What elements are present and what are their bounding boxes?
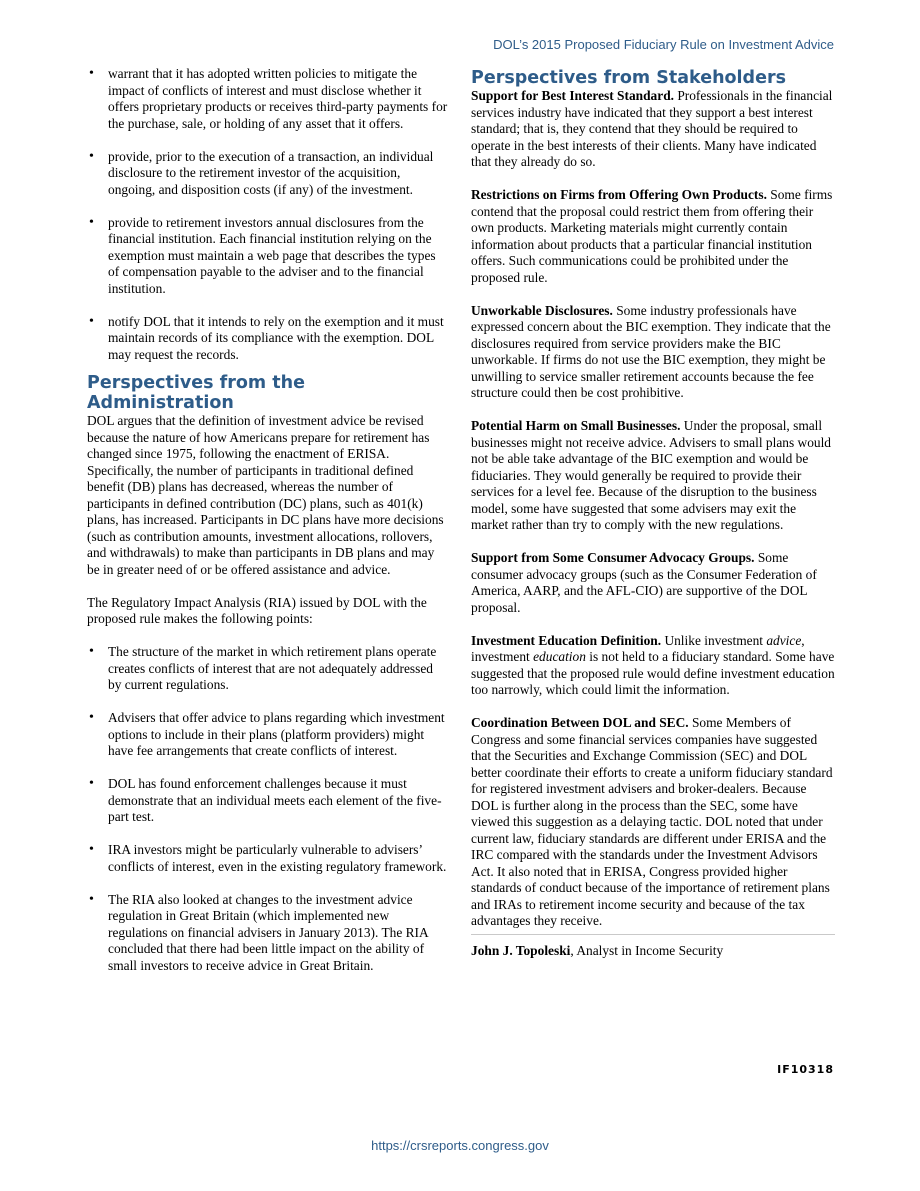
paragraph-lead: Support for Best Interest Standard. <box>471 88 674 103</box>
list-item: • The RIA also looked at changes to the investment advice regulation in Great Britain (which implemented new regulations on financial advisers in January 2013). The RIA concluded that there had been little impact on the ability of small investors to receive advice in Great Britain. <box>87 892 449 975</box>
author-role: , Analyst in Income Security <box>570 942 724 958</box>
list-item: • DOL has found enforcement challenges because it must demonstrate that an individual meets each element of the five-part test. <box>87 776 449 826</box>
ria-intro-paragraph: The Regulatory Impact Analysis (RIA) issued by DOL with the proposed rule makes the following points: <box>87 594 427 626</box>
paragraph-body: Under the proposal, small businesses might not receive advice. Advisers to small plans would not be able take advantage of the BIC exemption and would be fiduciaries. They would generally be required to provide their services for a level fee. Because of the disruption to the business model, some have suggested that some advisers may exit the market rather than try to comply with the new regulations. <box>471 418 831 532</box>
paragraph-body: Some industry professionals have expressed concern about the BIC exemption. They indicate that the disclosures required from service providers make the BIC unworkable. If firms do not use the BIC exemption, they might be unwilling to service smaller retirement accounts because the fee structure could then be cost prohibitive. <box>471 302 831 400</box>
coordination-paragraph <box>471 715 835 930</box>
administration-paragraph: DOL argues that the definition of investment advice be revised because the nature of how Americans prepare for retirement has changed since 1975, following the enactment of ERISA. Specifically, the number of participants in traditional defined benefit (DB) plans has decreased, whereas the number of participants in defined contribution (DC) plans, such as 401(k) plans, has increased. Participants in DC plans have more decisions (such as contribution amounts, investment allocations, rollovers, and withdrawals) to make than participants in DB plans and may be in greater need of or be offered assistance and advice. <box>87 413 444 577</box>
paragraph-text: is not held to a fiduciary standard. Some have suggested that the proposed rule would define investment education too narrowly, which could limit the information. <box>471 649 835 697</box>
paragraph-body: Some firms contend that the proposal could restrict them from offering their own products. Marketing materials might currently contain information about products that a particular financial institution offers. Such communications could be prohibited under the proposed rule. <box>471 187 833 285</box>
paragraph-body: Professionals in the financial services industry have indicated that they support a best interest standard; that is, they contend that they should be required to operate in the best interests of their clients. Many have indicated that they already do so. <box>471 88 833 169</box>
small-business-paragraph <box>471 418 835 534</box>
running-header-title: DOL’s 2015 Proposed Fiduciary Rule on Investment Advice <box>493 37 834 52</box>
list-item: • provide to retirement investors annual disclosures from the financial institution. Each financial institution relying on the exemption must maintain a web page that describes the types of compensation payable to the adviser and to the financial institution. <box>87 215 449 298</box>
best-interest-paragraph <box>471 88 835 171</box>
bic-conditions-list <box>87 66 449 363</box>
consumer-groups-paragraph <box>471 550 835 616</box>
paragraph-text: , investment <box>471 632 805 664</box>
list-item: • The structure of the market in which retirement plans operate creates conflicts of interest that are not adequately addressed by current regulations. <box>87 644 449 694</box>
own-products-paragraph <box>471 187 835 286</box>
paragraph-lead: Coordination Between DOL and SEC. <box>471 715 689 730</box>
paragraph-lead: Unworkable Disclosures. <box>471 302 613 318</box>
author-line <box>471 943 835 960</box>
right-column <box>471 68 835 976</box>
footer-url-link[interactable]: https://crsreports.congress.gov <box>371 1138 549 1153</box>
list-item: • warrant that it has adopted written policies to mitigate the impact of conflicts of interest and must disclose whether it offers proprietary products or receives third-party payments for the purchase, sale, or holding of any asset that it offers. <box>87 66 449 132</box>
left-column <box>87 66 449 991</box>
education-definition-paragraph <box>471 633 835 699</box>
list-item: • Advisers that offer advice to plans regarding which investment options to include in their plans (platform providers) might have fee arrangements that create conflicts of interest. <box>87 710 449 760</box>
paragraph-lead: Potential Harm on Small Businesses. <box>471 418 681 433</box>
paragraph-text: Unlike investment <box>661 632 767 648</box>
report-id-code: IF10318 <box>777 1063 834 1076</box>
paragraph-lead: Support from Some Consumer Advocacy Groups. <box>471 550 755 565</box>
paragraph-lead: Restrictions on Firms from Offering Own Products. <box>471 187 767 202</box>
administration-heading: Perspectives from the Administration <box>87 373 305 413</box>
author-divider <box>471 934 835 935</box>
list-item: • notify DOL that it intends to rely on the exemption and it must maintain records of its compliance with the exemption. DOL may request the records. <box>87 314 449 364</box>
author-name: John J. Topoleski <box>471 942 571 958</box>
disclosures-paragraph <box>471 303 835 402</box>
ria-points-list <box>87 644 449 974</box>
paragraph-body: Some Members of Congress and some financial services companies have suggested that the Securities and Exchange Commission (SEC) and DOL better coordinate their efforts to create a uniform fiduciary standard for registered investment advisers and broker-dealers. Because DOL is further along in the process than the SEC, some have viewed this suggestion as a delaying tactic. DOL noted that under current law, fiduciary standards are different under ERISA and the IRC compared with the standards under the Investment Advisors Act. It also noted that in ERISA, Congress provided higher standards of conduct because of the importance of retirement plans and IRAs to retirement income security and because of the tax advantages they receive. <box>471 715 833 928</box>
list-item: • provide, prior to the execution of a transaction, an individual disclosure to the retirement investor of the acquisition, ongoing, and disposition costs (if any) of the investment. <box>87 149 449 199</box>
list-item: • IRA investors might be particularly vulnerable to advisers’ conflicts of interest, even in the existing regulatory framework. <box>87 842 449 875</box>
emphasis-education: education <box>533 649 586 664</box>
paragraph-body: Some consumer advocacy groups (such as the Consumer Federation of America, AARP, and the AFL-CIO) are supportive of the DOL proposal. <box>471 550 817 615</box>
stakeholders-heading: Perspectives from Stakeholders <box>471 68 786 88</box>
paragraph-lead: Investment Education Definition. <box>471 632 662 648</box>
emphasis-advice: advice <box>766 632 802 648</box>
